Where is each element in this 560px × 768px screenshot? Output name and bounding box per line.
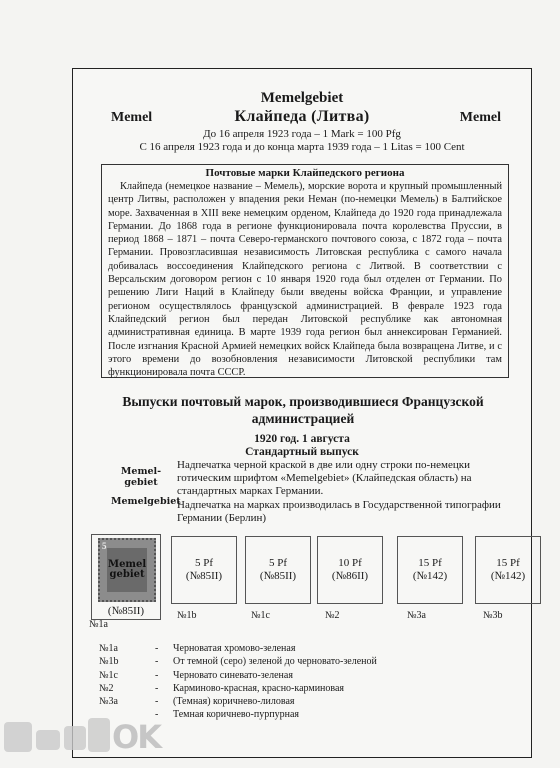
album-page <box>72 68 532 758</box>
section-title: Выпуски почтовый марок, производившиеся Французской администрацией <box>122 394 484 426</box>
issue-name: Стандартный выпуск <box>245 446 359 458</box>
page-title: Memelgebiet <box>260 90 344 106</box>
watermark-blur <box>36 730 60 750</box>
stamp-value: 5 Pf <box>268 557 288 569</box>
stamp-slot-1a <box>91 534 161 620</box>
stamp-slot-3a <box>397 536 463 604</box>
description-1: Надпечатка черной краской в две или одну строки по-немецки готическим шрифтом «Memelgebiet» (Клайпедская область) на стандартных марках Германии. <box>177 459 472 498</box>
stamp-label: №1c <box>251 610 270 621</box>
stamp-slot-2 <box>317 536 383 604</box>
stamp-label: №1a <box>89 619 108 630</box>
stamp-slot-3b <box>475 536 541 604</box>
issue-date: 1920 год. 1 августа <box>254 433 350 445</box>
stamp-face-value: 5 <box>102 541 107 551</box>
stamp-value: 10 Pf <box>338 557 362 569</box>
history-box <box>101 164 509 378</box>
header-left-label: Memel <box>111 110 153 125</box>
overprint-line-1: Memel- <box>120 466 162 477</box>
watermark-blur <box>88 718 110 752</box>
overprint-line-3: Memelgebiet <box>111 496 181 507</box>
watermark <box>0 712 180 762</box>
stamp-slot-1b <box>171 536 237 604</box>
stamp-value: 5 Pf <box>194 557 214 569</box>
page-header <box>73 83 531 163</box>
stamp-catalog-number: (№86II) <box>331 570 369 582</box>
history-text: Клайпеда (немецкое название – Мемель), морские ворота и крупный промышленный центр Литвы, расположен у впадения реки Неман (по-немецки Мемель) в Балтийское море. Захваченная в XIII веке немецким орденом, Клайпеда до 1920 года принадлежала Германии. До 1868 года в регионе функционировала почта королевства Пруссии, в период 1868 – 1871 – почта Северо-германского почтового союза, с 1872 года – почта Германии. Провозгласившая независимость Литовская республика с самого начала добивалась воссоединения Клайпедского региона с Литвой. В соответствии с Версальским договором регион с 10 января 1920 года был отделен от Германии. По решению Лиги Наций в Клайпеду были введены войска Франции, и управление регионом осуществлялось французской администрацией. В феврале 1923 года Клайпедский регион был передан Литовской республике как автономная административная единица. В марте 1939 года регион был аннексирован Германией. После изгнания Красной Армией немецких войск Клайпеда была возвращена Литве, и с этого времени до возобновления независимости Литовской республики там функционировала почта СССР. <box>108 181 502 379</box>
issue-description <box>177 459 507 525</box>
stamp-slot-1c <box>245 536 311 604</box>
overprint-samples <box>111 466 181 507</box>
legend-row: №1c - Черновато синевато-зеленая <box>99 669 293 681</box>
stamp-catalog-number: (№85II) <box>259 570 297 582</box>
legend-row: №2 - Карминово-красная, красно-карминовая <box>99 682 345 694</box>
legend-row: - Темная коричнево-пурпурная <box>155 709 299 721</box>
legend-row: №1a - Черноватая хромово-зеленая <box>99 643 296 654</box>
stamp-value: 15 Pf <box>418 557 442 569</box>
stamp-catalog-number: (№142) <box>490 570 526 582</box>
stamp-value: 15 Pf <box>496 557 520 569</box>
watermark-blur <box>64 726 86 750</box>
watermark-blur <box>4 722 32 752</box>
currency-rate-1: До 16 апреля 1923 года – 1 Mark = 100 Pfg <box>203 128 401 140</box>
stamp-catalog-number: (№85II) <box>185 570 223 582</box>
stamp-label: №3a <box>407 610 426 621</box>
watermark-text: OK <box>112 718 160 756</box>
stamp-label: №2 <box>325 610 340 621</box>
history-heading: Почтовые марки Клайпедского региона <box>205 167 405 179</box>
stamp-image <box>98 538 156 602</box>
header-right-label: Memel <box>459 110 501 125</box>
legend-row: №1b - От темной (серо) зеленой до черновато-зеленой <box>99 656 377 668</box>
stamp-catalog-number: (№85II) <box>107 605 145 617</box>
color-legend <box>99 642 377 722</box>
stamp-label: №1b <box>177 610 197 621</box>
stamp-overprint: Memel gebiet <box>108 559 147 580</box>
stamp-catalog-number: (№142) <box>412 570 448 582</box>
legend-row: №3a - (Темная) коричнево-лиловая <box>99 696 295 708</box>
page-subtitle: Клайпеда (Литва) <box>234 108 370 125</box>
stamp-label: №3b <box>483 610 503 621</box>
description-2: Надпечатка на марках производилась в Государственной типографии Германии (Берлин) <box>177 498 501 524</box>
overprint-line-2: gebiet <box>124 477 158 488</box>
currency-rate-2: С 16 апреля 1923 года и до конца марта 1939 года – 1 Litas = 100 Cent <box>139 141 465 153</box>
